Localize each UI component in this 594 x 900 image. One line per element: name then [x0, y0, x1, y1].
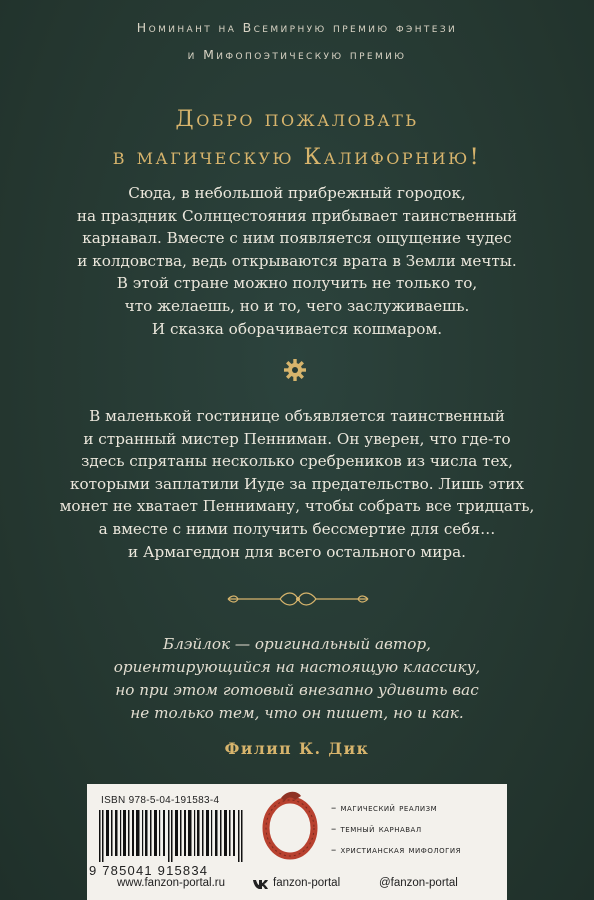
- text-line: монет не хватает Пенниману, чтобы собрать все тридцать,: [59, 497, 535, 516]
- welcome-line-2: в магическую Калифорнию!: [112, 144, 482, 170]
- barcode-number: 9 785041 915834: [89, 863, 209, 878]
- vk-link[interactable]: fanzon-portal: [273, 877, 341, 889]
- text-line: Сюда, в небольшой прибрежный городок,: [128, 184, 466, 202]
- text-line: В маленькой гостинице объявляется таинственный: [89, 407, 505, 425]
- ornament-divider: [224, 588, 372, 610]
- genre-item: – магический реализм: [331, 802, 438, 814]
- text-line: что желаешь, но и то, чего заслуживаешь.: [124, 296, 470, 315]
- gear-icon: [283, 358, 307, 382]
- text-line: и Армагеддон для всего остального мира.: [128, 542, 466, 561]
- genre-list: [331, 798, 461, 861]
- text-line: на праздник Солнцестояния прибывает таинственный: [76, 206, 518, 225]
- review-quote: [0, 633, 594, 725]
- paragraph-1: [0, 182, 594, 340]
- nominee-line-2: и Мифопоэтическую премию: [187, 47, 407, 62]
- text-line: В этой стране можно получить не только то,: [116, 274, 478, 293]
- nominee-text: [0, 14, 594, 68]
- nominee-line-1: Номинант на Всемирную премию фэнтези: [136, 20, 458, 35]
- quote-line: ориентирующийся на настоящую классику,: [113, 658, 481, 676]
- footer-links: [87, 870, 507, 896]
- social-handle-link[interactable]: @fanzon-portal: [379, 877, 458, 889]
- quote-line: но при этом готовый внезапно удивить вас: [115, 681, 479, 699]
- website-link[interactable]: www.fanzon-portal.ru: [117, 877, 226, 889]
- text-line: здесь спрятаны несколько сребреников из числа тех,: [81, 452, 513, 471]
- paragraph-2: [0, 405, 594, 563]
- ouroboros-logo: [259, 788, 321, 862]
- text-line: карнавал. Вместе с ним появляется ощущение чудес: [82, 229, 512, 248]
- welcome-line-1: Добро пожаловать: [175, 106, 419, 132]
- text-line: которыми заплатили Иуде за предательство. Лишь этих: [70, 474, 524, 493]
- genre-item: – темный карнавал: [331, 823, 422, 835]
- barcode: [97, 810, 247, 862]
- genre-item: – христианская мифология: [331, 844, 461, 856]
- text-line: и странный мистер Пенниман. Он уверен, что где-то: [83, 429, 511, 448]
- vk-icon: [253, 879, 269, 889]
- text-line: и колдовства, ведь открываются врата в Земли мечты.: [77, 251, 517, 270]
- quote-line: не только тем, что он пишет, но и как.: [130, 704, 464, 722]
- welcome-heading: [0, 100, 594, 176]
- isbn-text: ISBN 978-5-04-191583-4: [101, 795, 220, 806]
- quote-author: Филип К. Дик: [224, 739, 370, 758]
- text-line: И сказка оборачивается кошмаром.: [151, 319, 443, 338]
- text-line: а вместе с ними получить бессмертие для себя…: [98, 519, 496, 538]
- quote-line: Блэйлок — оригинальный автор,: [163, 635, 431, 653]
